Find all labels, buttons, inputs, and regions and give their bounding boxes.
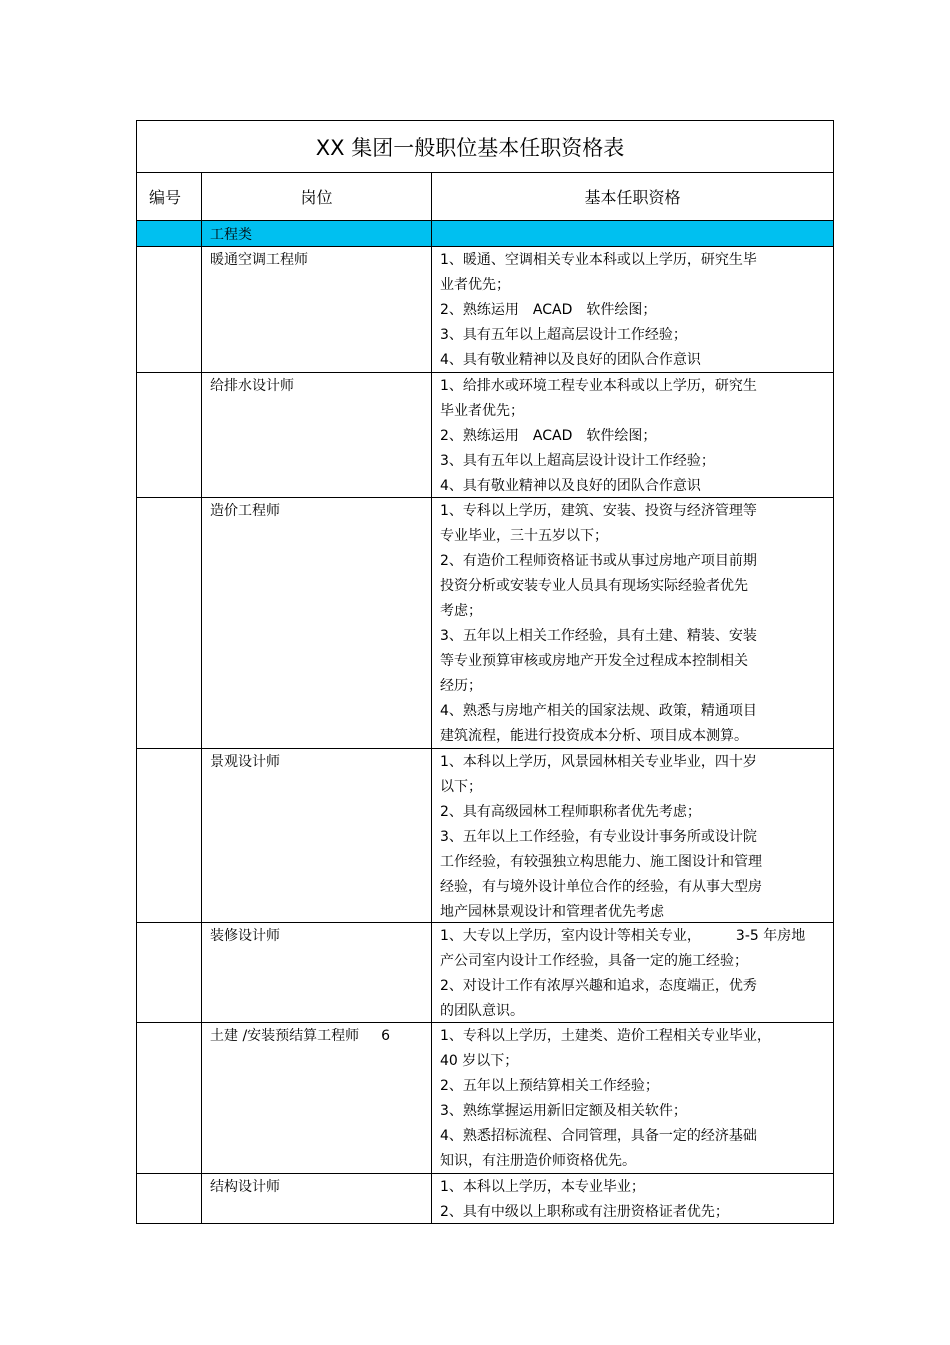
position-name: 装修设计师 [210, 928, 280, 944]
position-name: 土建 /安装预结算工程师 [210, 1028, 360, 1044]
requirement-line: 2、对设计工作有浓厚兴趣和追求，态度端正，优秀 [440, 978, 757, 994]
requirements-cell [432, 1174, 834, 1224]
requirement-line: 1、给排水或环境工程专业本科或以上学历，研究生 [440, 378, 757, 394]
row-number-cell [137, 498, 202, 749]
row-number-cell [137, 923, 202, 1023]
requirement-line: 2、具有中级以上职称或有注册资格证者优先； [440, 1204, 729, 1220]
row-number-cell [137, 1023, 202, 1174]
requirements-cell [432, 373, 834, 498]
requirement-line: 2、五年以上预结算相关工作经验； [440, 1078, 659, 1094]
requirements-cell [432, 247, 834, 373]
header-requirements: 基本任职资格 [432, 173, 834, 221]
requirement-line: 3、具有五年以上超高层设计工作经验； [440, 327, 687, 343]
requirements-cell [432, 749, 834, 923]
category-number-cell [137, 221, 202, 247]
document-title: XX 集团一般职位基本任职资格表 [315, 135, 625, 160]
row-number-cell [137, 749, 202, 923]
header-position: 岗位 [202, 173, 432, 221]
requirement-line: 4、具有敬业精神以及良好的团队合作意识 [440, 352, 701, 368]
requirement-line: 的团队意识。 [440, 1003, 524, 1019]
position-name: 景观设计师 [210, 754, 280, 770]
position-cell [202, 1023, 432, 1174]
table-title-cell [137, 121, 834, 173]
requirement-line: 3、五年以上工作经验，有专业设计事务所或设计院 [440, 829, 757, 845]
requirement-line: 1、大专以上学历，室内设计等相关专业， 3-5 年房地 [440, 928, 806, 944]
requirement-line: 1、本科以上学历，风景园林相关专业毕业，四十岁 [440, 754, 757, 770]
row-number-cell [137, 1174, 202, 1224]
requirement-line: 毕业者优先； [440, 403, 524, 419]
requirement-line: 投资分析或安装专业人员具有现场实际经验者优先 [440, 578, 748, 594]
requirement-line: 3、五年以上相关工作经验，具有土建、精装、安装 [440, 628, 757, 644]
requirements-cell [432, 1023, 834, 1174]
position-name: 结构设计师 [210, 1179, 280, 1195]
job-rows [137, 247, 834, 1224]
requirements-cell [432, 498, 834, 749]
position-name: 暖通空调工程师 [210, 252, 308, 268]
requirement-line: 业者优先； [440, 277, 510, 293]
qualification-table [136, 120, 834, 1224]
requirement-line: 产公司室内设计工作经验，具备一定的施工经验； [440, 953, 748, 969]
requirement-line: 4、熟悉与房地产相关的国家法规、政策，精通项目 [440, 703, 757, 719]
position-name: 造价工程师 [210, 503, 280, 519]
requirement-line: 等专业预算审核或房地产开发全过程成本控制相关 [440, 653, 748, 669]
requirement-line: 2、具有高级园林工程师职称者优先考虑； [440, 804, 701, 820]
table-row [137, 1023, 834, 1174]
requirements-cell [432, 923, 834, 1023]
category-label: 工程类 [202, 221, 432, 247]
position-cell [202, 247, 432, 373]
row-number-cell [137, 373, 202, 498]
requirement-line: 2、熟练运用 ACAD 软件绘图； [440, 302, 657, 318]
requirement-line: 4、熟悉招标流程、合同管理，具备一定的经济基础 [440, 1128, 757, 1144]
requirement-line: 专业毕业，三十五岁以下； [440, 528, 608, 544]
table-row [137, 1174, 834, 1224]
requirement-line: 1、暖通、空调相关专业本科或以上学历，研究生毕 [440, 252, 757, 268]
requirement-line: 1、专科以上学历，土建类、造价工程相关专业毕业， [440, 1028, 771, 1044]
row-number-cell [137, 247, 202, 373]
header-row [137, 173, 834, 221]
table-row [137, 498, 834, 749]
requirement-line: 3、熟练掌握运用新旧定额及相关软件； [440, 1103, 687, 1119]
table-row [137, 749, 834, 923]
requirement-line: 地产园林景观设计和管理者优先考虑 [440, 904, 664, 920]
header-number: 编号 [137, 173, 202, 221]
requirement-line: 工作经验，有较强独立构思能力、施工图设计和管理 [440, 854, 762, 870]
requirement-line: 1、专科以上学历，建筑、安装、投资与经济管理等 [440, 503, 757, 519]
category-row [137, 221, 834, 247]
position-cell [202, 749, 432, 923]
requirement-line: 1、本科以上学历，本专业毕业； [440, 1179, 645, 1195]
position-cell [202, 498, 432, 749]
position-cell [202, 1174, 432, 1224]
requirement-line: 3、具有五年以上超高层设计设计工作经验； [440, 453, 715, 469]
requirement-line: 40 岁以下； [440, 1053, 519, 1069]
table-row [137, 373, 834, 498]
requirement-line: 经验，有与境外设计单位合作的经验，有从事大型房 [440, 879, 762, 895]
position-cell [202, 923, 432, 1023]
table-row [137, 247, 834, 373]
requirement-line: 4、具有敬业精神以及良好的团队合作意识 [440, 478, 701, 494]
requirement-line: 知识，有注册造价师资格优先。 [440, 1153, 636, 1169]
position-cell [202, 373, 432, 498]
requirement-line: 考虑； [440, 603, 482, 619]
table-row [137, 923, 834, 1023]
category-blank-cell [432, 221, 834, 247]
position-name: 给排水设计师 [210, 378, 294, 394]
requirement-line: 经历； [440, 678, 482, 694]
requirement-line: 2、有造价工程师资格证书或从事过房地产项目前期 [440, 553, 757, 569]
title-row [137, 121, 834, 173]
requirement-line: 2、熟练运用 ACAD 软件绘图； [440, 428, 657, 444]
requirement-line: 以下； [440, 779, 482, 795]
position-number: 6 [381, 1028, 391, 1044]
requirement-line: 建筑流程，能进行投资成本分析、项目成本测算。 [440, 728, 748, 744]
